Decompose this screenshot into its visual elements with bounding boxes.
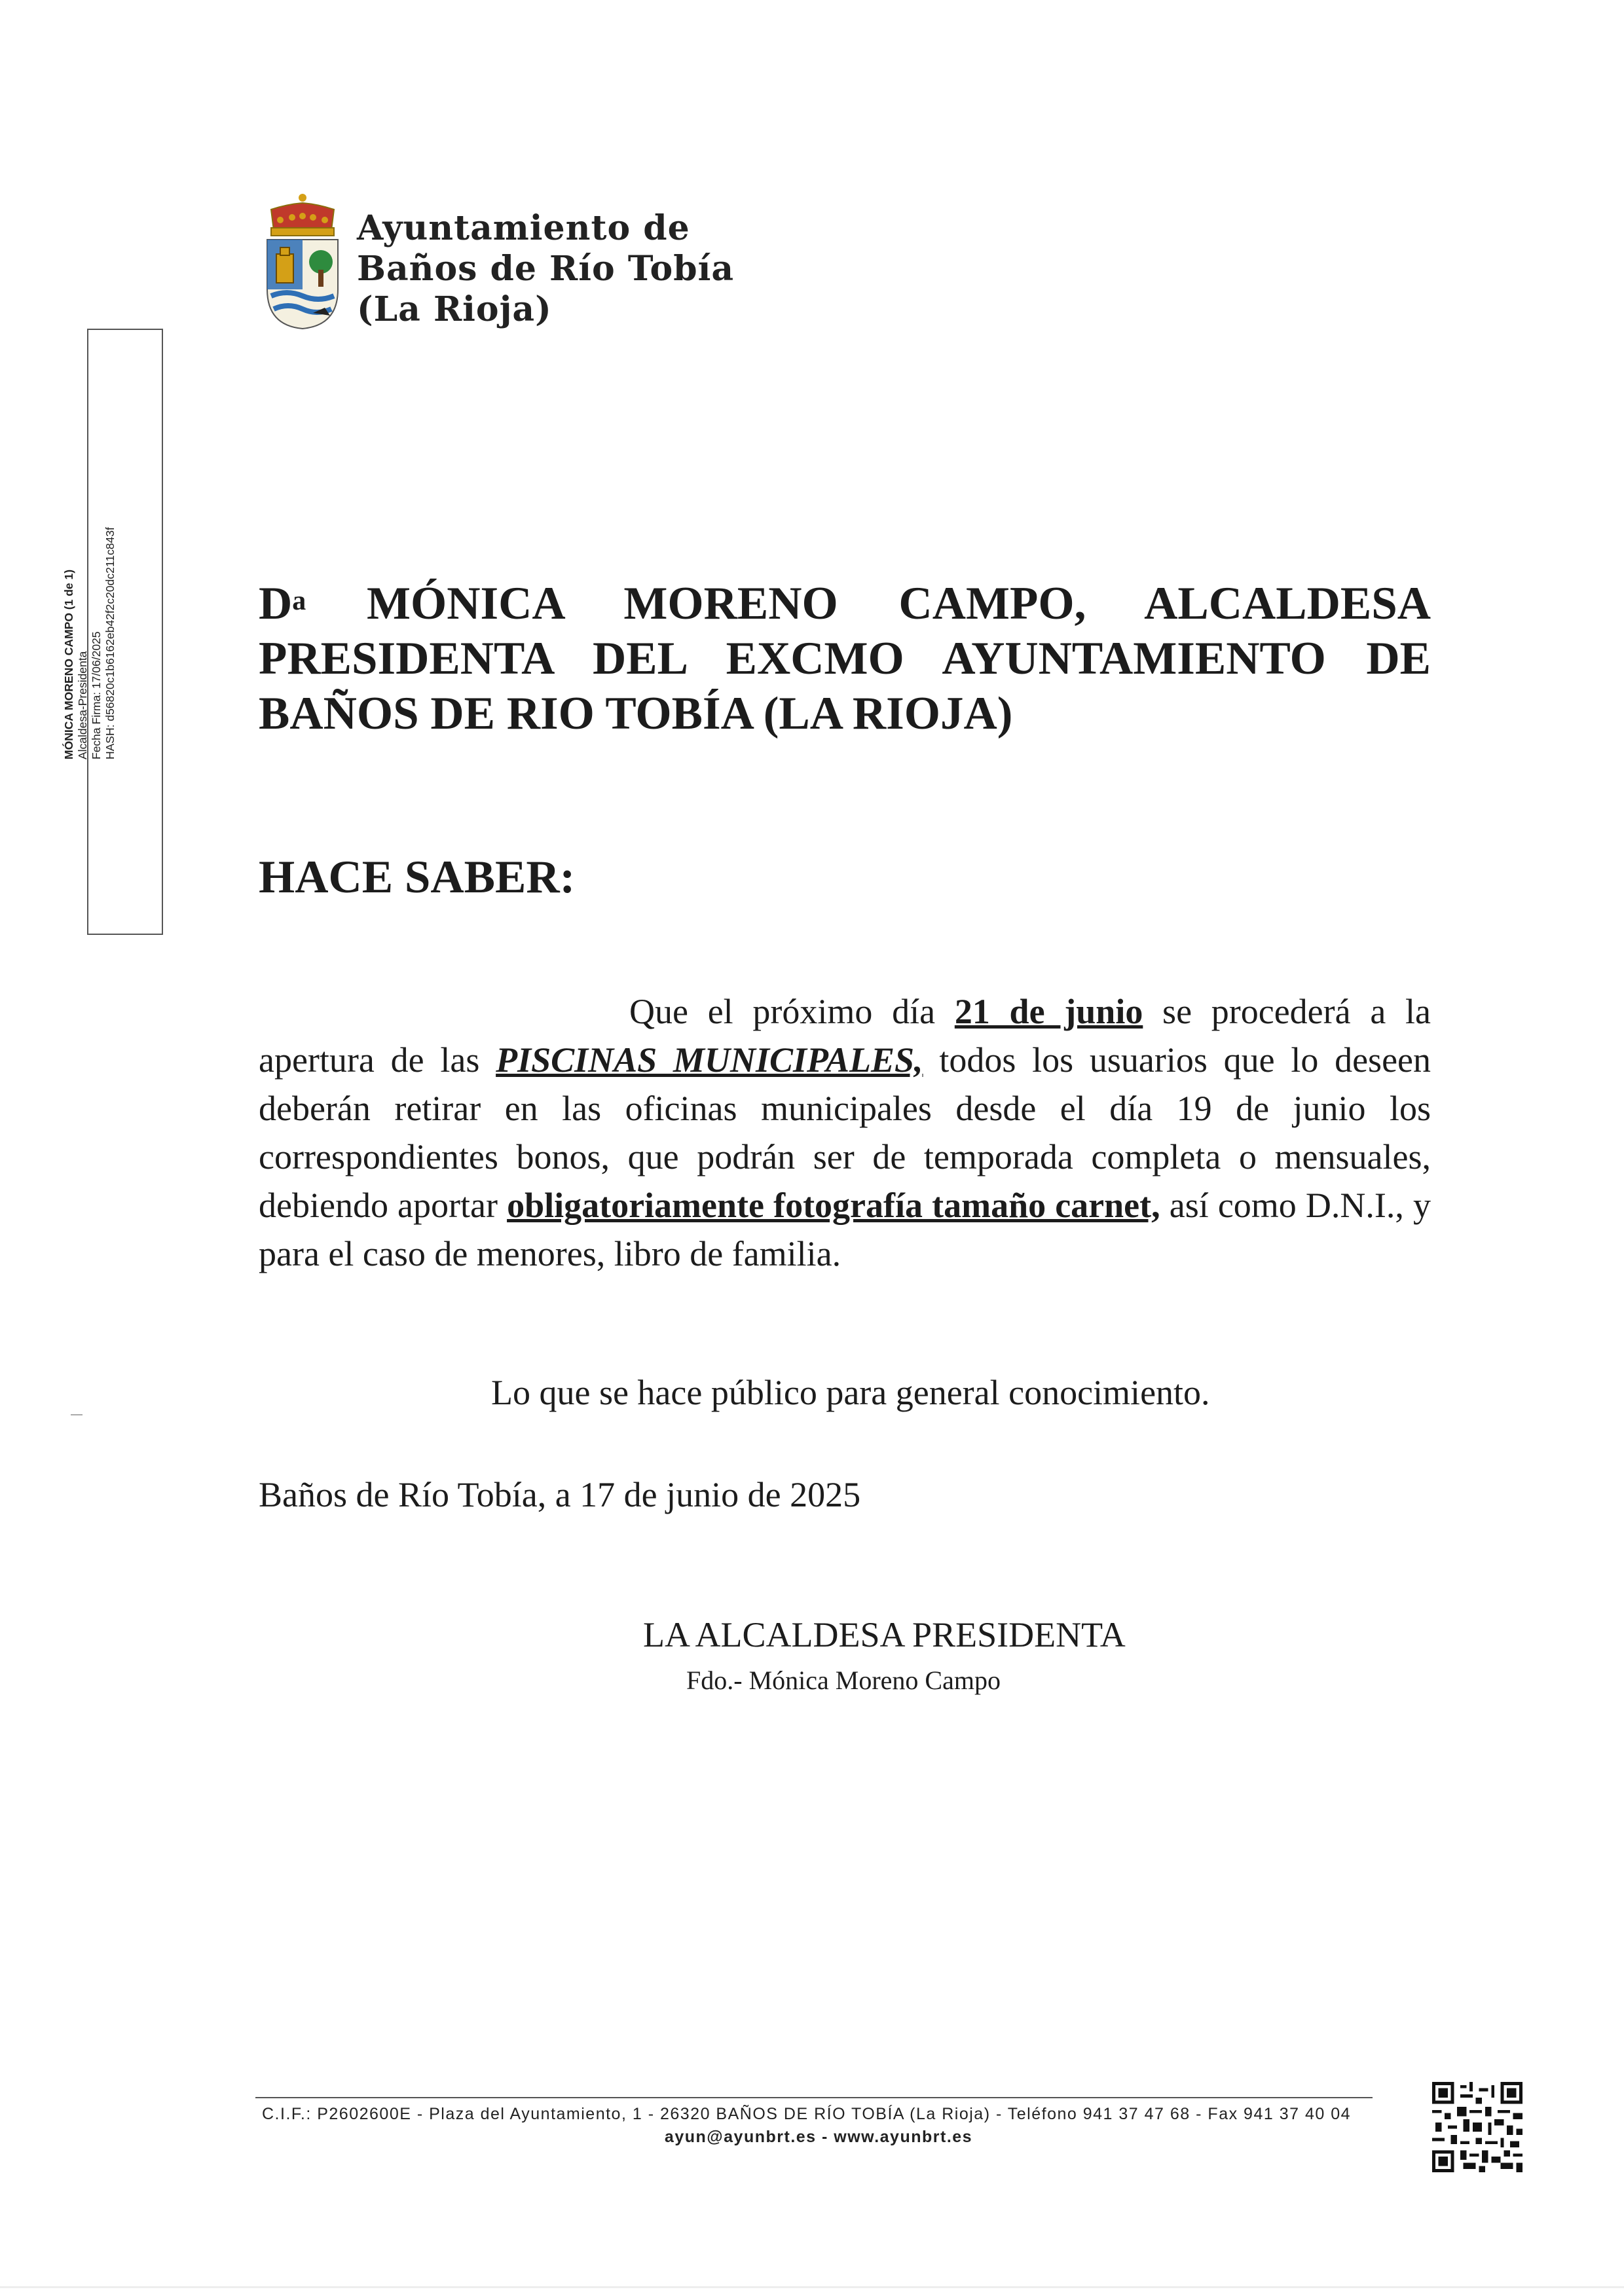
title-salutation: D [259, 578, 293, 629]
hace-saber-heading: HACE SABER: [259, 852, 576, 903]
footer-address: C.I.F.: P2602600E - Plaza del Ayuntamiento, 1 - 26320 BAÑOS DE RÍO TOBÍA (La Rioja) - Teléfono 941 37 47 68 - Fax 941 37 40 04 [262, 2105, 1352, 2123]
letterhead-line-2: Baños de Río Tobía [357, 249, 735, 289]
signature-stamp-line-2: Alcaldesa-Presidenta [76, 651, 89, 759]
body-text-b: se procederá a la apertura de las [259, 992, 1431, 1080]
municipal-crest-icon [261, 191, 344, 331]
public-notice-line: Lo que se hace público para general conocimiento. [491, 1373, 1210, 1412]
signature-stamp-line-1: MÓNICA MORENO CAMPO (1 de 1) [62, 569, 75, 759]
letterhead [357, 208, 734, 330]
signatory-name: Fdo.- Mónica Moreno Campo [686, 1666, 1001, 1695]
title-salutation-sup: a [292, 586, 306, 616]
body-text-c: todos los usuarios que lo deseen deberán retirar en las oficinas municipales desde el día 19 de junio los correspondientes bonos, que podrán ser de temporada completa o mensuales, debiendo aportar [259, 1040, 1431, 1225]
punch-mark [71, 1414, 83, 1415]
qr-code-icon [1432, 2082, 1522, 2172]
title-rest: MÓNICA MORENO CAMPO, ALCALDESA PRESIDENTA DEL EXCMO AYUNTAMIENTO DE BAÑOS DE RIO TOBÍA (LA RIOJA) [259, 578, 1431, 739]
signature-stamp-line-4: HASH: d56820c1b6162eb42f2c20dc211c843f [103, 527, 117, 759]
letterhead-line-1: Ayuntamiento de [357, 208, 690, 248]
mandatory-photo: obligatoriamente fotografía tamaño carnet, [507, 1186, 1160, 1225]
signature-stamp-text [62, 527, 117, 759]
signatory-title: LA ALCALDESA PRESIDENTA [643, 1615, 1126, 1654]
footer-contact[interactable]: ayun@ayunbrt.es - www.ayunbrt.es [664, 2128, 973, 2146]
body-text-d: así como D.N.I., y para el caso de menores, libro de familia. [259, 1186, 1431, 1273]
opening-date: 21 de junio [954, 992, 1143, 1031]
announcement-body [259, 987, 1431, 1278]
letterhead-line-3: (La Rioja) [357, 289, 552, 329]
place-and-date: Baños de Río Tobía, a 17 de junio de 2025 [259, 1475, 861, 1514]
footer-divider [255, 2097, 1373, 2098]
body-text-a: Que el próximo día [629, 992, 955, 1031]
document-title [259, 576, 1431, 741]
signature-stamp-line-3: Fecha Firma: 17/06/2025 [90, 631, 103, 759]
piscinas-municipales: PISCINAS MUNICIPALES, [496, 1040, 923, 1080]
scan-edge [0, 2286, 1624, 2288]
